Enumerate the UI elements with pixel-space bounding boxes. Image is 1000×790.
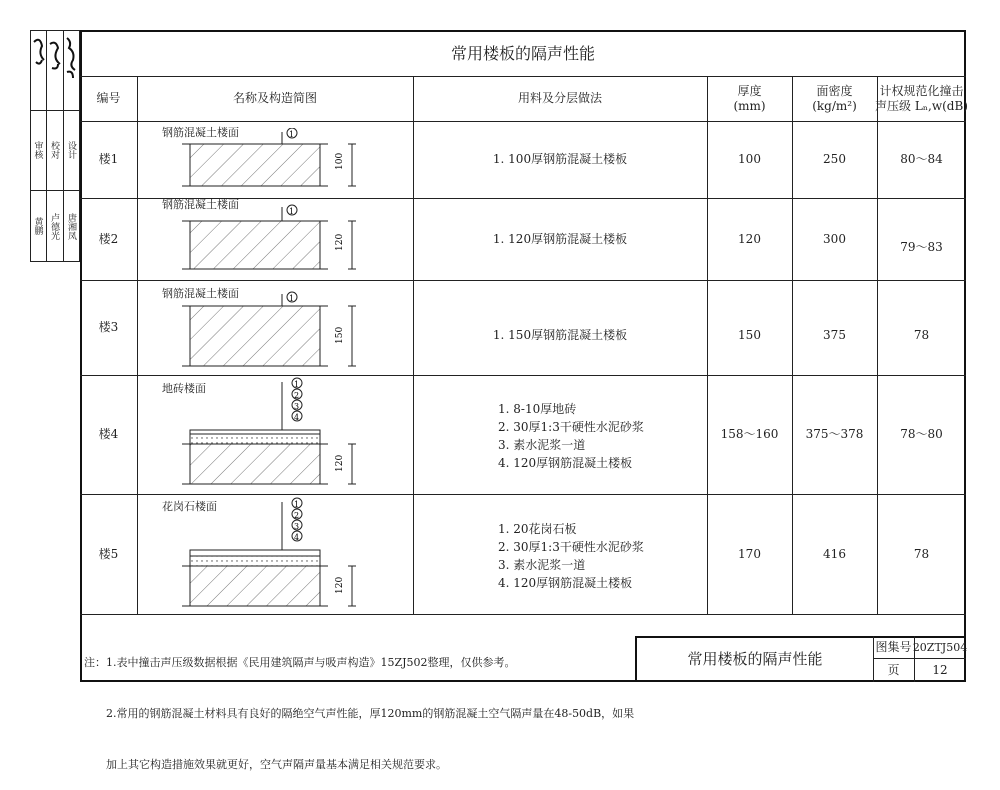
row5-thickness: 170 (738, 546, 761, 561)
row1-rating: 80～84 (900, 152, 943, 166)
header-material: 用料及分层做法 (517, 91, 602, 105)
header-thickness: 厚度 (mm) (733, 83, 766, 113)
row3-thickness: 150 (738, 327, 761, 342)
svg-text:1: 1 (289, 294, 295, 303)
svg-text:3: 3 (294, 522, 300, 531)
row4-layer-3: 3. 素水泥浆一道 (498, 438, 586, 452)
row1-section-diagram (180, 128, 370, 196)
svg-text:1: 1 (289, 130, 295, 139)
name-checker: 卢德光 (49, 212, 59, 240)
row4-layers (498, 400, 708, 480)
svg-text:1: 1 (294, 380, 300, 389)
titleblock-name: 常用楼板的隔声性能 (687, 649, 823, 668)
svg-text:2: 2 (294, 391, 300, 400)
row3-no: 楼3 (98, 320, 119, 334)
name-reviewer: 黄鹏 (32, 217, 43, 235)
row4-layer-4: 4. 120厚钢筋混凝土楼板 (498, 456, 633, 470)
row5-section-diagram (180, 494, 370, 612)
row1-dim: 100 (335, 152, 345, 170)
svg-text:3: 3 (294, 402, 300, 411)
row4-rating: 78～80 (900, 427, 943, 441)
role-design: 设计 (66, 141, 76, 159)
note-3: 加上其它构造措施效果就更好，空气声隔声量基本满足相关规范要求。 (84, 758, 447, 771)
row1-thickness: 100 (738, 152, 761, 166)
row5-name: 花岗石楼面 (162, 500, 217, 513)
header-no: 编号 (96, 91, 121, 105)
role-review: 审核 (32, 141, 43, 159)
note-1: 注：1.表中撞击声压级数据根据《民用建筑隔声与吸声构造》15ZJ502整理，仅供参考。 (84, 656, 516, 669)
signature-column (30, 30, 80, 262)
table-title: 常用楼板的隔声性能 (450, 44, 595, 63)
row2-name: 钢筋混凝土楼面 (162, 198, 239, 211)
name-designer: 唐湘凤 (66, 212, 76, 240)
row4-name: 地砖楼面 (162, 382, 206, 395)
row4-dim: 120 (335, 454, 345, 472)
row2-section-diagram (180, 203, 370, 277)
svg-text:1: 1 (294, 500, 300, 509)
row1-name: 钢筋混凝土楼面 (162, 126, 239, 139)
row5-dim: 120 (335, 576, 345, 594)
page-number: 12 (932, 662, 948, 677)
row1-density: 250 (823, 152, 846, 166)
page-label: 页 (887, 662, 900, 677)
header-name: 名称及构造简图 (232, 91, 317, 105)
row4-layer-1: 1. 8-10厚地砖 (498, 402, 577, 416)
svg-text:4: 4 (294, 533, 300, 542)
row3-rating: 78 (913, 327, 930, 342)
row3-layer: 1. 150厚钢筋混凝土楼板 (492, 327, 628, 342)
header-rating: 计权规范化撞击 声压级 Lₙ,w(dB) (875, 83, 968, 113)
row5-layers (498, 520, 708, 600)
row4-thickness: 158～160 (720, 427, 779, 441)
row5-rating: 78 (913, 546, 930, 561)
role-check: 校对 (49, 141, 59, 159)
row5-layer-4: 4. 120厚钢筋混凝土楼板 (498, 576, 633, 590)
notes (84, 620, 644, 790)
row2-thickness: 120 (738, 231, 761, 246)
row5-layer-3: 3. 素水泥浆一道 (498, 558, 586, 572)
row2-density: 300 (823, 231, 846, 246)
svg-text:2: 2 (294, 511, 300, 520)
row4-no: 楼4 (98, 427, 119, 441)
row1-layer: 1. 100厚钢筋混凝土楼板 (492, 152, 628, 166)
svg-text:4: 4 (294, 413, 300, 422)
svg-text:1: 1 (289, 207, 295, 216)
row3-density: 375 (823, 327, 846, 342)
row3-section-diagram (180, 290, 370, 372)
row2-layer: 1. 120厚钢筋混凝土楼板 (492, 231, 628, 246)
signature-image (30, 32, 80, 108)
row3-dim: 150 (335, 326, 345, 344)
header-density: 面密度 (kg/m²) (812, 83, 857, 113)
atlas-number: 20ZTJ504 (912, 640, 968, 654)
row2-dim: 120 (335, 233, 345, 251)
row2-rating: 79～83 (900, 239, 943, 254)
row5-layer-2: 2. 30厚1:3干硬性水泥砂浆 (498, 540, 644, 554)
row5-no: 楼5 (98, 546, 119, 561)
row5-layer-1: 1. 20花岗石板 (498, 522, 577, 536)
row4-density: 375～378 (805, 427, 864, 441)
row4-section-diagram (180, 376, 370, 492)
row1-no: 楼1 (98, 152, 119, 166)
row5-density: 416 (823, 546, 846, 561)
note-2: 2.常用的钢筋混凝土材料具有良好的隔绝空气声性能，厚120mm的钢筋混凝土空气隔声量在48-50dB，如果 (84, 707, 635, 720)
row2-no: 楼2 (98, 231, 119, 246)
row4-layer-2: 2. 30厚1:3干硬性水泥砂浆 (498, 420, 644, 434)
row3-name: 钢筋混凝土楼面 (162, 287, 239, 300)
atlas-label: 图集号 (875, 640, 912, 654)
